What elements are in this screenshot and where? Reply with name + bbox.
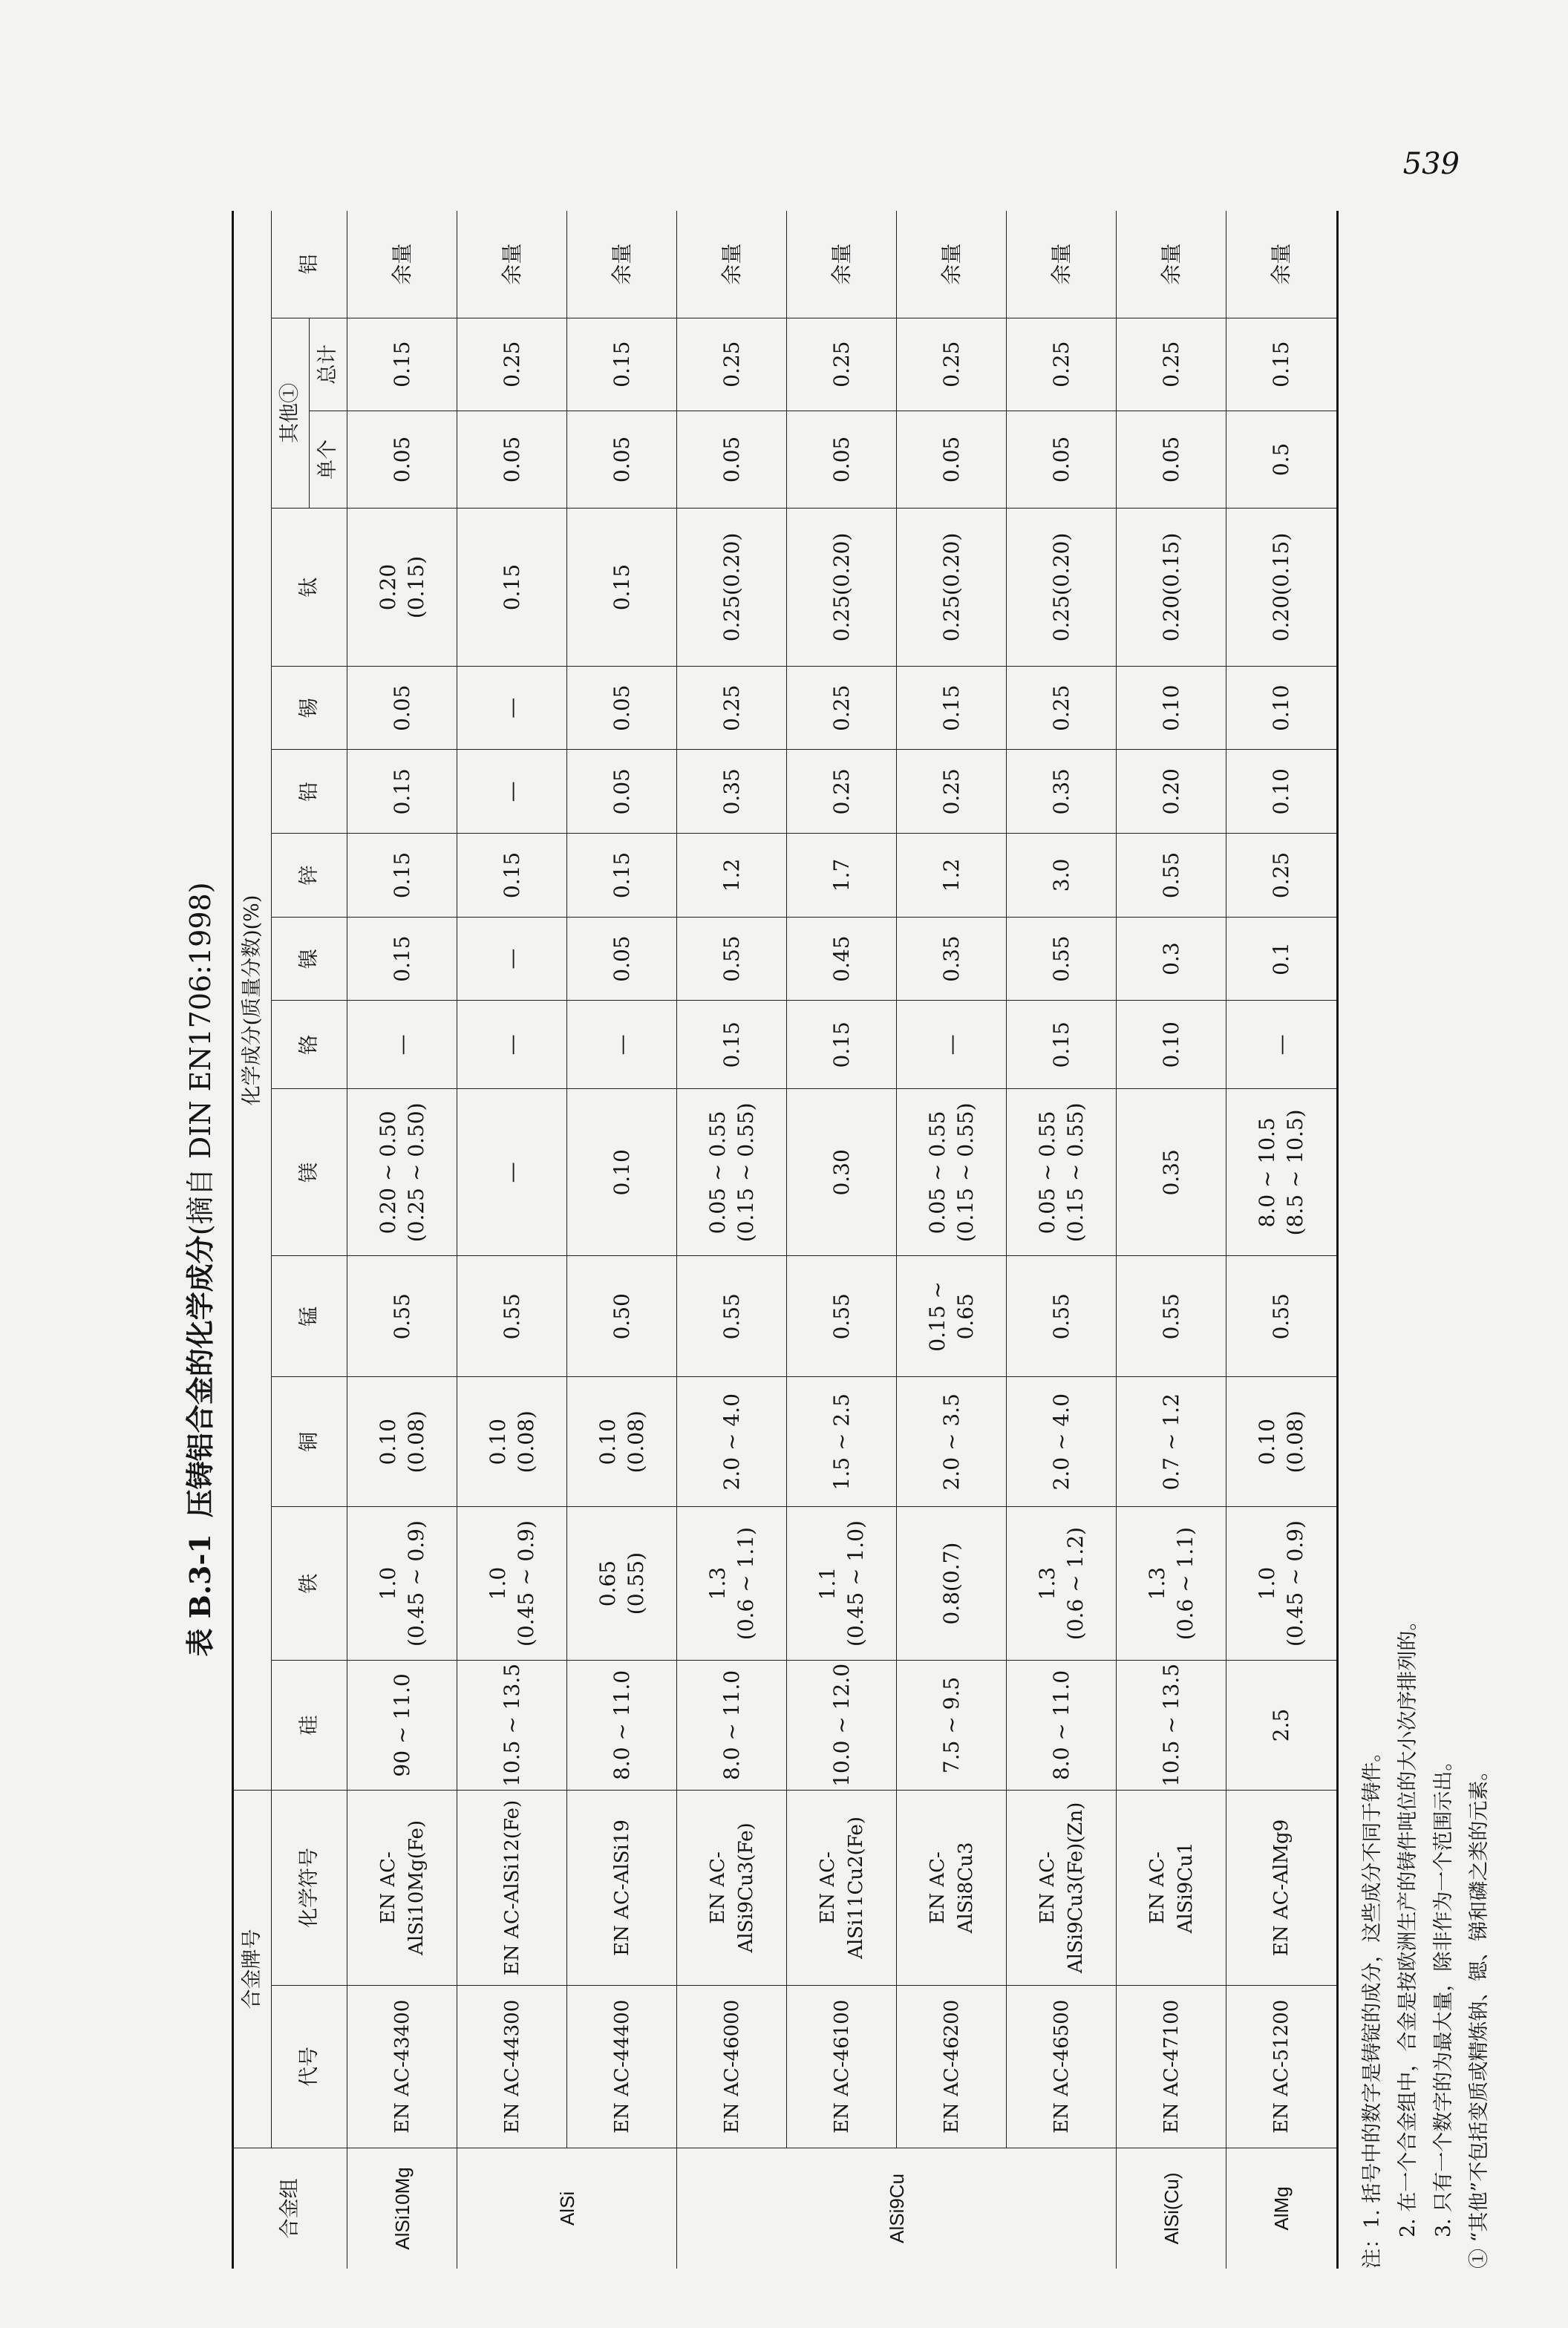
header-mg: 镁	[272, 1089, 347, 1256]
pb-cell: 0.25	[897, 750, 1007, 834]
code-cell: EN AC-46000	[677, 1985, 787, 2148]
table-row	[347, 211, 457, 2269]
fe-cell: 1.0 (0.45 ~ 0.9)	[1226, 1507, 1336, 1660]
single-cell: 0.05	[1117, 411, 1226, 508]
table-title: 压铸铝合金的化学成分	[183, 1235, 217, 1518]
header-ti: 钛	[272, 509, 347, 667]
table-row	[457, 211, 567, 2269]
header-total: 总计	[310, 318, 347, 411]
single-cell: 0.05	[1007, 411, 1117, 508]
mg-cell: 0.10	[567, 1089, 677, 1256]
table-header	[234, 211, 347, 2269]
ti-cell: 0.20 (0.15)	[347, 509, 457, 667]
ni-cell: 0.45	[787, 917, 897, 1001]
ti-cell: 0.25(0.20)	[787, 509, 897, 667]
cr-cell: —	[567, 1001, 677, 1089]
cr-cell: 0.10	[1117, 1001, 1226, 1089]
symbol-cell: EN AC-AlMg9	[1226, 1791, 1336, 1986]
fe-cell: 1.3 (0.6 ~ 1.2)	[1007, 1507, 1117, 1660]
zn-cell: 1.2	[897, 834, 1007, 918]
mn-cell: 0.55	[1007, 1256, 1117, 1377]
mn-cell: 0.50	[567, 1256, 677, 1377]
code-cell: EN AC-46200	[897, 1985, 1007, 2148]
table-body	[347, 211, 1336, 2269]
header-mn: 锰	[272, 1256, 347, 1377]
al-cell: 余量	[897, 211, 1007, 318]
header-alloy-grade: 合金牌号	[234, 1791, 272, 2148]
fe-cell: 1.0 (0.45 ~ 0.9)	[347, 1507, 457, 1660]
rotated-table-page	[183, 211, 1491, 2269]
cr-cell: —	[897, 1001, 1007, 1089]
sn-cell: 0.25	[677, 666, 787, 750]
ti-cell: 0.25(0.20)	[1007, 509, 1117, 667]
single-cell: 0.05	[677, 411, 787, 508]
symbol-cell: EN AC- AlSi8Cu3	[897, 1791, 1007, 1986]
fe-cell: 1.3 (0.6 ~ 1.1)	[677, 1507, 787, 1660]
table-caption	[183, 211, 218, 2328]
single-cell: 0.05	[347, 411, 457, 508]
code-cell: EN AC-44400	[567, 1985, 677, 2148]
code-cell: EN AC-44300	[457, 1985, 567, 2148]
al-cell: 余量	[567, 211, 677, 318]
symbol-cell: EN AC-AlSi19	[567, 1791, 677, 1986]
code-cell: EN AC-47100	[1117, 1985, 1226, 2148]
ti-cell: 0.20(0.15)	[1226, 509, 1336, 667]
note-footnote: ① “其他”不包括变质或精炼钠、锶、锑和磷之类的元素。	[1467, 1760, 1491, 2269]
cu-cell: 0.7 ~ 1.2	[1117, 1377, 1226, 1507]
mg-cell: 0.05 ~ 0.55 (0.15 ~ 0.55)	[677, 1089, 787, 1256]
cr-cell: —	[347, 1001, 457, 1089]
ti-cell: 0.25(0.20)	[897, 509, 1007, 667]
header-code: 代号	[272, 1985, 347, 2148]
code-cell: EN AC-46500	[1007, 1985, 1117, 2148]
composition-table	[234, 211, 1336, 2269]
sn-cell: 0.05	[347, 666, 457, 750]
sn-cell: 0.05	[567, 666, 677, 750]
group-cell: AlSi9Cu	[677, 2148, 1117, 2269]
ni-cell: 0.35	[897, 917, 1007, 1001]
table-number: 表 B.3-1	[183, 1534, 217, 1657]
zn-cell: 0.25	[1226, 834, 1336, 918]
ni-cell: 0.3	[1117, 917, 1226, 1001]
symbol-cell: EN AC- AlSi9Cu1	[1117, 1791, 1226, 1986]
table-row	[1226, 211, 1336, 2269]
table-notes	[1355, 211, 1497, 2269]
single-cell: 0.5	[1226, 411, 1336, 508]
al-cell: 余量	[787, 211, 897, 318]
mg-cell: —	[457, 1089, 567, 1256]
header-single: 单个	[310, 411, 347, 508]
pb-cell: 0.35	[677, 750, 787, 834]
cu-cell: 0.10 (0.08)	[1226, 1377, 1336, 1507]
symbol-cell: EN AC- AlSi9Cu3(Fe)	[677, 1791, 787, 1986]
code-cell: EN AC-46100	[787, 1985, 897, 2148]
zn-cell: 0.55	[1117, 834, 1226, 918]
si-cell: 10.0 ~ 12.0	[787, 1660, 897, 1790]
group-cell: AlSi10Mg	[347, 2148, 457, 2269]
mg-cell: 0.05 ~ 0.55 (0.15 ~ 0.55)	[897, 1089, 1007, 1256]
total-cell: 0.25	[787, 318, 897, 411]
header-chem-symbol: 化学符号	[272, 1791, 347, 1986]
si-cell: 8.0 ~ 11.0	[567, 1660, 677, 1790]
page-number: 539	[1402, 147, 1460, 181]
pb-cell: 0.10	[1226, 750, 1336, 834]
fe-cell: 0.8(0.7)	[897, 1507, 1007, 1660]
ti-cell: 0.15	[567, 509, 677, 667]
fe-cell: 1.1 (0.45 ~ 1.0)	[787, 1507, 897, 1660]
zn-cell: 3.0	[1007, 834, 1117, 918]
sn-cell: 0.10	[1117, 666, 1226, 750]
cu-cell: 2.0 ~ 4.0	[677, 1377, 787, 1507]
header-fe: 铁	[272, 1507, 347, 1660]
fe-cell: 1.3 (0.6 ~ 1.1)	[1117, 1507, 1226, 1660]
sn-cell: 0.10	[1226, 666, 1336, 750]
table-row	[1007, 211, 1117, 2269]
table-row	[677, 211, 787, 2269]
sn-cell: 0.25	[787, 666, 897, 750]
note-2: 2. 在一个合金组中，合金是按欧洲生产的铸件吨位的大小次序排列的。	[1396, 1610, 1420, 2237]
mg-cell: 8.0 ~ 10.5 (8.5 ~ 10.5)	[1226, 1089, 1336, 1256]
al-cell: 余量	[1007, 211, 1117, 318]
mn-cell: 0.55	[347, 1256, 457, 1377]
total-cell: 0.25	[457, 318, 567, 411]
zn-cell: 0.15	[567, 834, 677, 918]
symbol-cell: EN AC-AlSi12(Fe)	[457, 1791, 567, 1986]
note-3: 3. 只有一个数字的为最大量，除非作为一个范围示出。	[1431, 1750, 1455, 2237]
mn-cell: 0.55	[677, 1256, 787, 1377]
zn-cell: 0.15	[347, 834, 457, 918]
cr-cell: 0.15	[787, 1001, 897, 1089]
al-cell: 余量	[457, 211, 567, 318]
mg-cell: 0.20 ~ 0.50 (0.25 ~ 0.50)	[347, 1089, 457, 1256]
header-others: 其他①	[272, 318, 310, 509]
cr-cell: —	[1226, 1001, 1336, 1089]
table-row	[567, 211, 677, 2269]
cu-cell: 0.10 (0.08)	[567, 1377, 677, 1507]
ni-cell: 0.55	[1007, 917, 1117, 1001]
mg-cell: 0.05 ~ 0.55 (0.15 ~ 0.55)	[1007, 1089, 1117, 1256]
total-cell: 0.25	[677, 318, 787, 411]
symbol-cell: EN AC- AlSi10Mg(Fe)	[347, 1791, 457, 1986]
table-row	[1117, 211, 1226, 2269]
zn-cell: 1.7	[787, 834, 897, 918]
al-cell: 余量	[1117, 211, 1226, 318]
group-cell: AlSi	[457, 2148, 677, 2269]
sn-cell: 0.15	[897, 666, 1007, 750]
header-alloy-group: 合金组	[234, 2148, 347, 2269]
total-cell: 0.25	[1117, 318, 1226, 411]
pb-cell: 0.35	[1007, 750, 1117, 834]
mn-cell: 0.55	[787, 1256, 897, 1377]
sn-cell: 0.25	[1007, 666, 1117, 750]
ni-cell: 0.55	[677, 917, 787, 1001]
total-cell: 0.15	[347, 318, 457, 411]
total-cell: 0.15	[1226, 318, 1336, 411]
mg-cell: 0.35	[1117, 1089, 1226, 1256]
single-cell: 0.05	[457, 411, 567, 508]
note-1: 注：1. 括号中的数字是铸锭的成分，这些成分不同于铸件。	[1360, 1742, 1384, 2269]
si-cell: 8.0 ~ 11.0	[1007, 1660, 1117, 1790]
group-cell: AlSi(Cu)	[1117, 2148, 1226, 2269]
header-cr: 铬	[272, 1001, 347, 1089]
si-cell: 8.0 ~ 11.0	[677, 1660, 787, 1790]
cr-cell: 0.15	[677, 1001, 787, 1089]
si-cell: 7.5 ~ 9.5	[897, 1660, 1007, 1790]
al-cell: 余量	[1226, 211, 1336, 318]
zn-cell: 0.15	[457, 834, 567, 918]
header-al: 铝	[272, 211, 347, 318]
symbol-cell: EN AC- AlSi11Cu2(Fe)	[787, 1791, 897, 1986]
pb-cell: 0.15	[347, 750, 457, 834]
sn-cell: —	[457, 666, 567, 750]
ti-cell: 0.25(0.20)	[677, 509, 787, 667]
group-cell: AlMg	[1226, 2148, 1336, 2269]
single-cell: 0.05	[897, 411, 1007, 508]
cr-cell: 0.15	[1007, 1001, 1117, 1089]
symbol-cell: EN AC- AlSi9Cu3(Fe)(Zn)	[1007, 1791, 1117, 1986]
code-cell: EN AC-43400	[347, 1985, 457, 2148]
si-cell: 90 ~ 11.0	[347, 1660, 457, 1790]
ti-cell: 0.15	[457, 509, 567, 667]
ni-cell: 0.15	[347, 917, 457, 1001]
cu-cell: 0.10 (0.08)	[347, 1377, 457, 1507]
mn-cell: 0.55	[1117, 1256, 1226, 1377]
al-cell: 余量	[677, 211, 787, 318]
cu-cell: 2.0 ~ 3.5	[897, 1377, 1007, 1507]
zn-cell: 1.2	[677, 834, 787, 918]
si-cell: 2.5	[1226, 1660, 1336, 1790]
pb-cell: 0.20	[1117, 750, 1226, 834]
header-si: 硅	[272, 1660, 347, 1790]
single-cell: 0.05	[787, 411, 897, 508]
ni-cell: —	[457, 917, 567, 1001]
ni-cell: 0.05	[567, 917, 677, 1001]
mn-cell: 0.15 ~ 0.65	[897, 1256, 1007, 1377]
cu-cell: 0.10 (0.08)	[457, 1377, 567, 1507]
table-row	[787, 211, 897, 2269]
total-cell: 0.25	[897, 318, 1007, 411]
code-cell: EN AC-51200	[1226, 1985, 1336, 2148]
cr-cell: —	[457, 1001, 567, 1089]
pb-cell: 0.05	[567, 750, 677, 834]
si-cell: 10.5 ~ 13.5	[457, 1660, 567, 1790]
header-cu: 铜	[272, 1377, 347, 1507]
al-cell: 余量	[347, 211, 457, 318]
mg-cell: 0.30	[787, 1089, 897, 1256]
table-frame	[232, 211, 1339, 2269]
mn-cell: 0.55	[1226, 1256, 1336, 1377]
header-composition: 化学成分(质量分数)(%)	[234, 211, 272, 1791]
cu-cell: 2.0 ~ 4.0	[1007, 1377, 1117, 1507]
ti-cell: 0.20(0.15)	[1117, 509, 1226, 667]
mn-cell: 0.55	[457, 1256, 567, 1377]
fe-cell: 1.0 (0.45 ~ 0.9)	[457, 1507, 567, 1660]
table-row	[897, 211, 1007, 2269]
header-zn: 锌	[272, 834, 347, 918]
single-cell: 0.05	[567, 411, 677, 508]
pb-cell: —	[457, 750, 567, 834]
cu-cell: 1.5 ~ 2.5	[787, 1377, 897, 1507]
fe-cell: 0.65 (0.55)	[567, 1507, 677, 1660]
header-pb: 铅	[272, 750, 347, 834]
total-cell: 0.15	[567, 318, 677, 411]
pb-cell: 0.25	[787, 750, 897, 834]
ni-cell: 0.1	[1226, 917, 1336, 1001]
header-ni: 镍	[272, 917, 347, 1001]
table-source: (摘自 DIN EN1706:1998)	[184, 882, 217, 1236]
total-cell: 0.25	[1007, 318, 1117, 411]
si-cell: 10.5 ~ 13.5	[1117, 1660, 1226, 1790]
header-sn: 锡	[272, 666, 347, 750]
